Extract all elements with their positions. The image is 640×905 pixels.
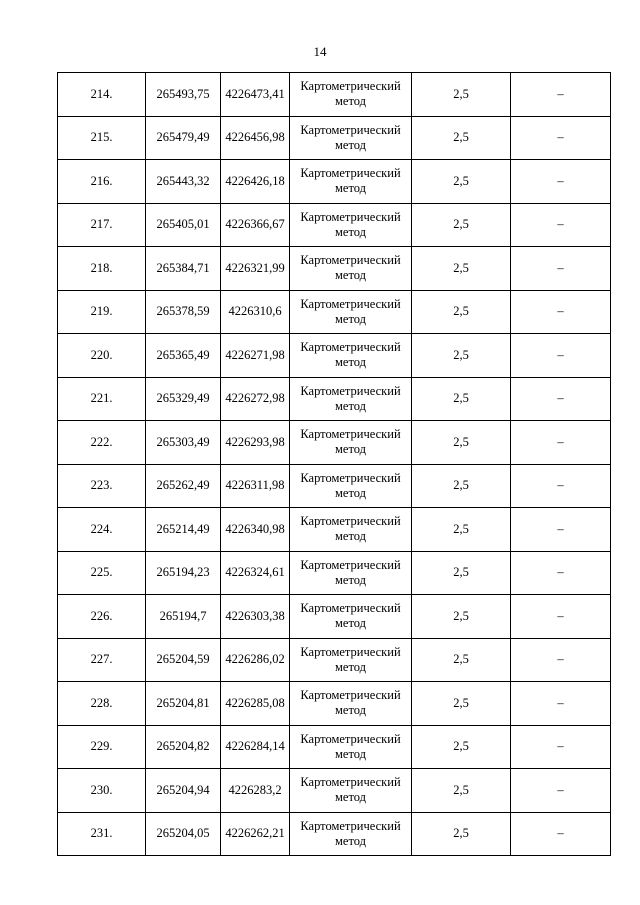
- y-coordinate-cell: 4226366,67: [221, 203, 290, 247]
- point-number-cell: 217.: [58, 203, 146, 247]
- point-number-cell: 225.: [58, 551, 146, 595]
- x-coordinate-cell: 265443,32: [146, 160, 221, 204]
- table-row: [58, 682, 611, 726]
- note-cell: –: [511, 73, 611, 117]
- accuracy-cell: 2,5: [412, 73, 511, 117]
- accuracy-cell: 2,5: [412, 595, 511, 639]
- y-coordinate-cell: 4226473,41: [221, 73, 290, 117]
- x-coordinate-cell: 265329,49: [146, 377, 221, 421]
- accuracy-cell: 2,5: [412, 464, 511, 508]
- point-number-cell: 218.: [58, 247, 146, 291]
- x-coordinate-cell: 265204,81: [146, 682, 221, 726]
- table-row: [58, 290, 611, 334]
- x-coordinate-cell: 265214,49: [146, 508, 221, 552]
- x-coordinate-cell: 265194,7: [146, 595, 221, 639]
- point-number-cell: 227.: [58, 638, 146, 682]
- point-number-cell: 214.: [58, 73, 146, 117]
- accuracy-cell: 2,5: [412, 160, 511, 204]
- accuracy-cell: 2,5: [412, 421, 511, 465]
- accuracy-cell: 2,5: [412, 812, 511, 856]
- x-coordinate-cell: 265262,49: [146, 464, 221, 508]
- point-number-cell: 221.: [58, 377, 146, 421]
- accuracy-cell: 2,5: [412, 247, 511, 291]
- note-cell: –: [511, 160, 611, 204]
- note-cell: –: [511, 247, 611, 291]
- method-cell: Картометрический метод: [290, 203, 412, 247]
- table-row: [58, 464, 611, 508]
- table-body: [58, 73, 611, 856]
- y-coordinate-cell: 4226271,98: [221, 334, 290, 378]
- accuracy-cell: 2,5: [412, 203, 511, 247]
- table-row: [58, 769, 611, 813]
- method-cell: Картометрический метод: [290, 377, 412, 421]
- method-cell: Картометрический метод: [290, 421, 412, 465]
- note-cell: –: [511, 203, 611, 247]
- accuracy-cell: 2,5: [412, 682, 511, 726]
- method-cell: Картометрический метод: [290, 725, 412, 769]
- x-coordinate-cell: 265204,59: [146, 638, 221, 682]
- table-row: [58, 421, 611, 465]
- x-coordinate-cell: 265365,49: [146, 334, 221, 378]
- accuracy-cell: 2,5: [412, 725, 511, 769]
- method-cell: Картометрический метод: [290, 769, 412, 813]
- accuracy-cell: 2,5: [412, 508, 511, 552]
- point-number-cell: 224.: [58, 508, 146, 552]
- table-row: [58, 377, 611, 421]
- point-number-cell: 228.: [58, 682, 146, 726]
- method-cell: Картометрический метод: [290, 290, 412, 334]
- point-number-cell: 215.: [58, 116, 146, 160]
- method-cell: Картометрический метод: [290, 464, 412, 508]
- x-coordinate-cell: 265204,05: [146, 812, 221, 856]
- note-cell: –: [511, 508, 611, 552]
- point-number-cell: 216.: [58, 160, 146, 204]
- y-coordinate-cell: 4226284,14: [221, 725, 290, 769]
- method-cell: Картометрический метод: [290, 551, 412, 595]
- point-number-cell: 222.: [58, 421, 146, 465]
- x-coordinate-cell: 265204,94: [146, 769, 221, 813]
- x-coordinate-cell: 265194,23: [146, 551, 221, 595]
- x-coordinate-cell: 265378,59: [146, 290, 221, 334]
- note-cell: –: [511, 334, 611, 378]
- note-cell: –: [511, 290, 611, 334]
- x-coordinate-cell: 265405,01: [146, 203, 221, 247]
- note-cell: –: [511, 595, 611, 639]
- y-coordinate-cell: 4226311,98: [221, 464, 290, 508]
- table-row: [58, 160, 611, 204]
- method-cell: Картометрический метод: [290, 682, 412, 726]
- method-cell: Картометрический метод: [290, 73, 412, 117]
- y-coordinate-cell: 4226340,98: [221, 508, 290, 552]
- point-number-cell: 219.: [58, 290, 146, 334]
- y-coordinate-cell: 4226285,08: [221, 682, 290, 726]
- note-cell: –: [511, 377, 611, 421]
- table-row: [58, 508, 611, 552]
- y-coordinate-cell: 4226272,98: [221, 377, 290, 421]
- note-cell: –: [511, 551, 611, 595]
- table-row: [58, 116, 611, 160]
- table-row: [58, 551, 611, 595]
- note-cell: –: [511, 682, 611, 726]
- accuracy-cell: 2,5: [412, 377, 511, 421]
- method-cell: Картометрический метод: [290, 638, 412, 682]
- method-cell: Картометрический метод: [290, 116, 412, 160]
- y-coordinate-cell: 4226262,21: [221, 812, 290, 856]
- y-coordinate-cell: 4226293,98: [221, 421, 290, 465]
- accuracy-cell: 2,5: [412, 290, 511, 334]
- point-number-cell: 220.: [58, 334, 146, 378]
- method-cell: Картометрический метод: [290, 508, 412, 552]
- point-number-cell: 231.: [58, 812, 146, 856]
- table-row: [58, 812, 611, 856]
- y-coordinate-cell: 4226286,02: [221, 638, 290, 682]
- note-cell: –: [511, 116, 611, 160]
- table-row: [58, 203, 611, 247]
- note-cell: –: [511, 638, 611, 682]
- accuracy-cell: 2,5: [412, 334, 511, 378]
- table-row: [58, 73, 611, 117]
- table-row: [58, 595, 611, 639]
- method-cell: Картометрический метод: [290, 247, 412, 291]
- x-coordinate-cell: 265204,82: [146, 725, 221, 769]
- table-row: [58, 725, 611, 769]
- x-coordinate-cell: 265479,49: [146, 116, 221, 160]
- note-cell: –: [511, 769, 611, 813]
- y-coordinate-cell: 4226456,98: [221, 116, 290, 160]
- y-coordinate-cell: 4226283,2: [221, 769, 290, 813]
- page-number: 14: [313, 44, 327, 59]
- table-row: [58, 334, 611, 378]
- y-coordinate-cell: 4226426,18: [221, 160, 290, 204]
- accuracy-cell: 2,5: [412, 551, 511, 595]
- point-number-cell: 226.: [58, 595, 146, 639]
- method-cell: Картометрический метод: [290, 595, 412, 639]
- x-coordinate-cell: 265493,75: [146, 73, 221, 117]
- y-coordinate-cell: 4226321,99: [221, 247, 290, 291]
- method-cell: Картометрический метод: [290, 812, 412, 856]
- y-coordinate-cell: 4226310,6: [221, 290, 290, 334]
- note-cell: –: [511, 421, 611, 465]
- x-coordinate-cell: 265384,71: [146, 247, 221, 291]
- note-cell: –: [511, 812, 611, 856]
- accuracy-cell: 2,5: [412, 638, 511, 682]
- table-row: [58, 247, 611, 291]
- note-cell: –: [511, 464, 611, 508]
- accuracy-cell: 2,5: [412, 116, 511, 160]
- y-coordinate-cell: 4226324,61: [221, 551, 290, 595]
- coordinates-table: [57, 72, 611, 856]
- y-coordinate-cell: 4226303,38: [221, 595, 290, 639]
- method-cell: Картометрический метод: [290, 160, 412, 204]
- note-cell: –: [511, 725, 611, 769]
- method-cell: Картометрический метод: [290, 334, 412, 378]
- table-row: [58, 638, 611, 682]
- point-number-cell: 223.: [58, 464, 146, 508]
- point-number-cell: 229.: [58, 725, 146, 769]
- accuracy-cell: 2,5: [412, 769, 511, 813]
- point-number-cell: 230.: [58, 769, 146, 813]
- x-coordinate-cell: 265303,49: [146, 421, 221, 465]
